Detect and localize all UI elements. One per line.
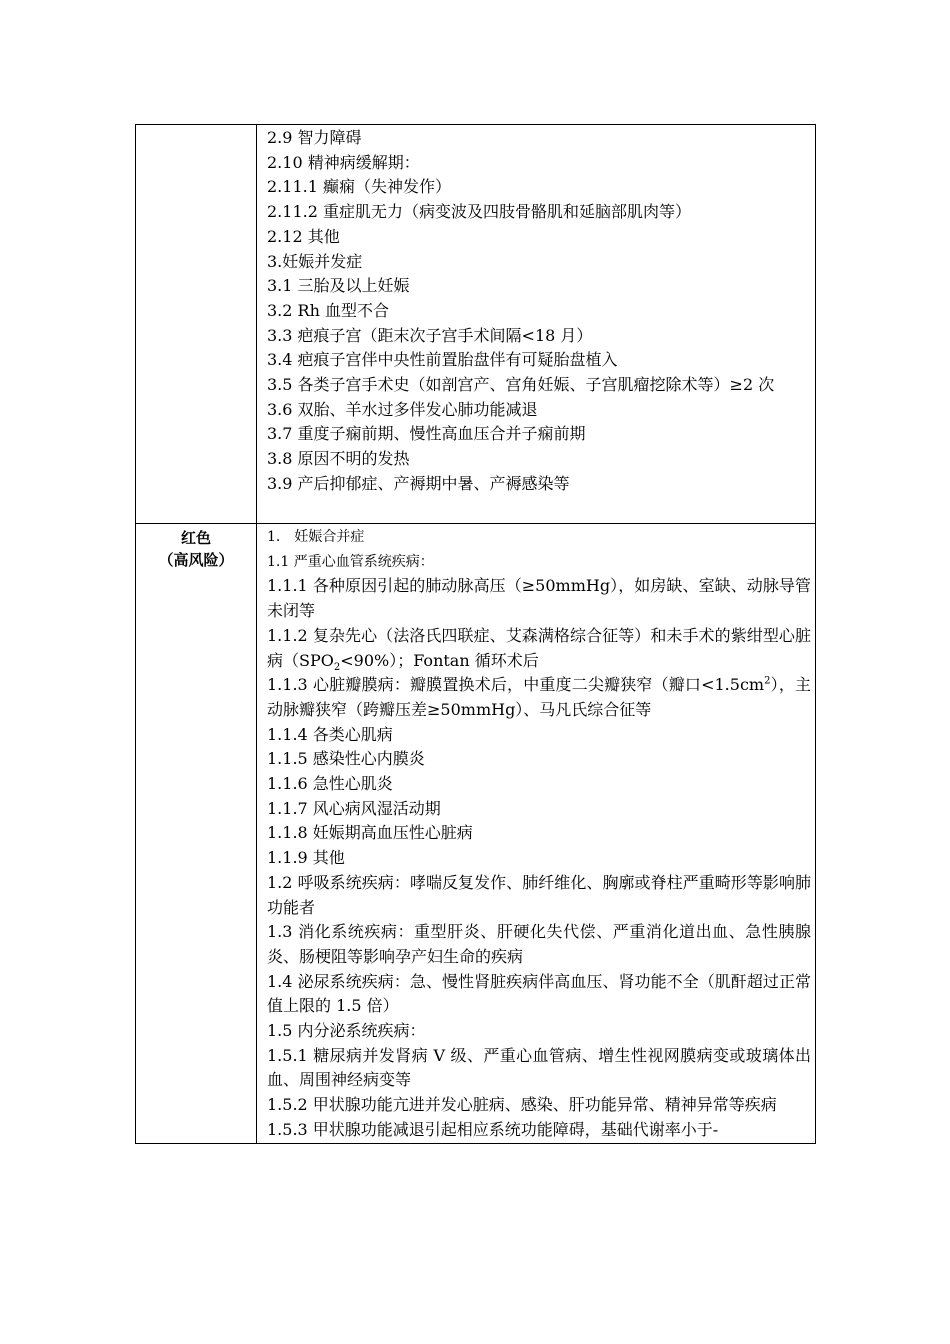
list-item: 2.10 精神病缓解期： xyxy=(267,152,420,172)
list-item-text-part: 1.1.2 复杂先心（法洛氏四联症、艾森满格综合征等）和未手术的紫绀型心脏病（SPO xyxy=(267,625,811,670)
risk-level-name: （高风险） xyxy=(158,551,234,569)
superscript: 2 xyxy=(764,675,771,687)
list-item: 3.9 产后抑郁症、产褥期中暑、产褥感染等 xyxy=(267,473,570,493)
list-item: 3.4 疤痕子宫伴中央性前置胎盘伴有可疑胎盘植入 xyxy=(267,350,618,370)
list-item: 3.2 Rh 血型不合 xyxy=(267,300,389,320)
list-item: 1.1.5 感染性心内膜炎 xyxy=(267,749,425,769)
list-item: 2.12 其他 xyxy=(267,226,340,246)
list-item: 1.5.1 糖尿病并发肾病 V 级、严重心血管病、增生性视网膜病变或玻璃体出血、周围神经病变等 xyxy=(267,1045,811,1090)
list-item xyxy=(267,624,811,673)
list-item xyxy=(267,673,811,722)
list-item: 1.1.1 各种原因引起的肺动脉高压（≥50mmHg），如房缺、室缺、动脉导管未闭等 xyxy=(267,576,811,621)
list-item: 1.2 呼吸系统疾病：哮喘反复发作、肺纤维化、胸廓或脊柱严重畸形等影响肺功能者 xyxy=(267,872,811,917)
list-item: 3.8 原因不明的发热 xyxy=(267,449,410,469)
risk-classification-table xyxy=(135,124,816,1144)
list-item: 2.11.1 癫痫（失神发作） xyxy=(267,177,451,197)
list-item: 3.7 重度子痫前期、慢性高血压合并子痫前期 xyxy=(267,424,586,444)
conditions-cell xyxy=(257,524,816,1144)
list-item-text-part: 1.1.3 心脏瓣膜病：瓣膜置换术后，中重度二尖瓣狭窄（瓣口<1.5cm xyxy=(267,675,765,695)
list-item: 3.6 双胎、羊水过多伴发心肺功能减退 xyxy=(267,399,538,419)
subscript: 2 xyxy=(333,661,341,673)
list-item: 1.1.8 妊娠期高血压性心脏病 xyxy=(267,823,473,843)
risk-level-cell xyxy=(136,524,257,1144)
list-item: 3.1 三胎及以上妊娠 xyxy=(267,276,410,296)
list-item: 2.9 智力障碍 xyxy=(267,128,362,147)
list-item: 1.5.3 甲状腺功能减退引起相应系统功能障碍，基础代谢率小于- xyxy=(267,1119,719,1139)
list-item: 1.4 泌尿系统疾病：急、慢性肾脏疾病伴高血压、肾功能不全（肌酐超过正常值上限的 1.5 倍） xyxy=(267,971,811,1016)
list-item: 1.1.6 急性心肌炎 xyxy=(267,774,393,794)
conditions-cell xyxy=(257,125,816,524)
list-item: 3.妊娠并发症 xyxy=(267,251,363,271)
list-item: 1.5.2 甲状腺功能亢进并发心脏病、感染、肝功能异常、精神异常等疾病 xyxy=(267,1095,777,1115)
list-item: 1.1 严重心血管系统疾病： xyxy=(267,553,434,570)
list-item: 1. 妊娠合并症 xyxy=(267,529,365,545)
list-item: 3.5 各类子宫手术史（如剖宫产、宫角妊娠、子宫肌瘤挖除术等）≥2 次 xyxy=(267,375,775,395)
list-item-text-part: ），主动脉瓣狭窄（跨瓣压差≥50mmHg）、马凡氏综合征等 xyxy=(267,675,811,719)
table-row xyxy=(136,125,816,524)
list-item: 1.1.7 风心病风湿活动期 xyxy=(267,798,441,818)
list-item-text-part: <90%）；Fontan 循环术后 xyxy=(340,650,539,670)
risk-level-cell xyxy=(136,125,257,524)
list-item: 3.3 疤痕子宫（距末次子宫手术间隔<18 月） xyxy=(267,325,593,345)
table-row xyxy=(136,524,816,1144)
list-item: 2.11.2 重症肌无力（病变波及四肢骨骼肌和延脑部肌肉等） xyxy=(267,202,691,222)
list-item: 1.1.4 各类心肌病 xyxy=(267,724,393,744)
list-item: 1.3 消化系统疾病：重型肝炎、肝硬化失代偿、严重消化道出血、急性胰腺炎、肠梗阻等影响孕产妇生命的疾病 xyxy=(267,922,811,966)
list-item: 1.5 内分泌系统疾病： xyxy=(267,1021,426,1041)
list-item: 1.1.9 其他 xyxy=(267,848,345,868)
risk-level-color: 红色 xyxy=(180,529,211,547)
